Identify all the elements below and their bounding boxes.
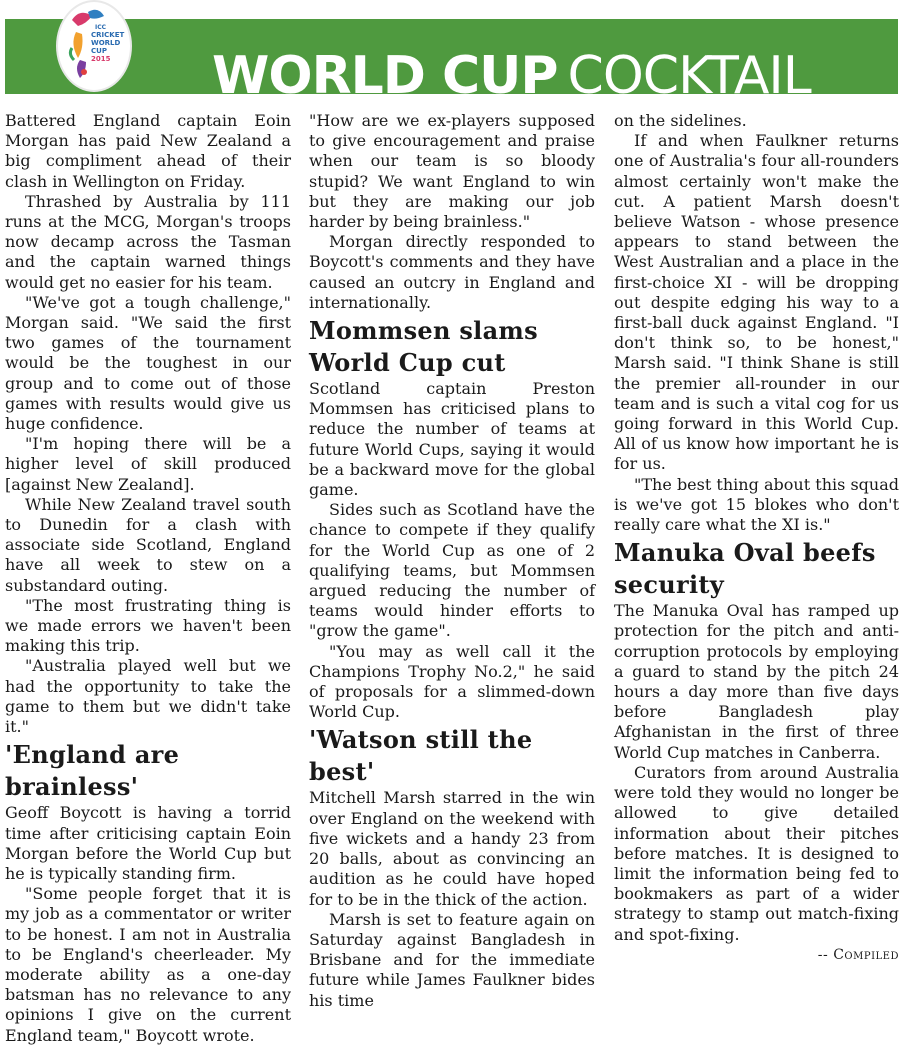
article-paragraph: "The most frustrating thing is we made errors we haven't been making this trip. xyxy=(5,595,291,656)
article-paragraph: Scotland captain Preston Mommsen has criticised plans to reduce the number of teams at future World Cups, saying it would be a backward move for the global game. xyxy=(309,379,595,500)
logo-text-icc: ICC xyxy=(95,24,107,31)
article-paragraph: The Manuka Oval has ramped up protection for the pitch and anti-corruption protocols by employing a guard to stand by the pitch 24 hours a day more than five days before Bangladesh play Afghanistan in the first of three World Cup matches in Canberra. xyxy=(614,601,899,762)
article-paragraph: on the sidelines. xyxy=(614,111,747,130)
section-heading: 'Watson still the best' xyxy=(309,725,533,787)
article-paragraph: While New Zealand travel south to Dunedin for a clash with associate side Scotland, England have all week to stew on a substandard outing. xyxy=(5,494,291,595)
article-column-1 xyxy=(5,111,291,1046)
world-cup-logo xyxy=(56,0,132,92)
article-paragraph: "I'm hoping there will be a higher level of skill produced [against New Zealand]. xyxy=(5,434,291,494)
article-paragraph: Mitchell Marsh starred in the win over England on the weekend with five wickets and a handy 23 from 20 balls, about as convincing an audition as he could have hoped for to be in the thick of the action. xyxy=(309,788,595,909)
article-paragraph: "How are we ex-players supposed to give encouragement and praise when our team is so bloody stupid? We want England to win but they are making our job harder by being brainless." xyxy=(309,111,595,232)
article-paragraph: Sides such as Scotland have the chance to compete if they qualify for the World Cup as one of 2 qualifying teams, but Mommsen argued reducing the number of teams would hinder efforts to "grow the game". xyxy=(309,500,595,641)
title-light: COCKTAIL xyxy=(567,46,811,106)
article-paragraph: Geoff Boycott is having a torrid time after criticising captain Eoin Morgan before the World Cup but he is typically standing firm. xyxy=(5,803,291,883)
section-heading: 'England are brainless' xyxy=(5,740,180,802)
article-paragraph: Morgan directly responded to Boycott's comments and they have caused an outcry in England and internationally. xyxy=(309,232,595,312)
article-paragraph: "Australia played well but we had the opportunity to take the game to them but we didn't take it." xyxy=(5,656,291,737)
article-paragraph: Marsh is set to feature again on Saturday against Bangladesh in Brisbane and for the immediate future while James Faulkner bides his time xyxy=(309,909,595,1010)
article-paragraph: If and when Faulkner returns one of Australia's four all-rounders almost certainly won't make the cut. A patient Marsh doesn't believe Watson - whose presence appears to stand between the West Australian and a place in the first-choice XI - will be dropping out despite edging his way to a first-ball duck against England. "I don't think so, to be honest," Marsh said. "I think Shane is still the premier all-rounder in our team and is such a vital cog for us going forward in this World Cup. All of us know how important he is for us. xyxy=(614,131,899,474)
article-paragraph: "We've got a tough challenge," Morgan said. "We said the first two games of the tournament would be the toughest in our group and to come out of those games with results would give us huge confidence. xyxy=(5,292,291,434)
logo-text-cricket: CRICKET xyxy=(91,31,125,39)
cricket-logo-icon xyxy=(58,2,130,90)
section-heading: Manuka Oval beefs security xyxy=(614,538,876,600)
logo-text-year: 2015 xyxy=(91,55,111,63)
byline-credit: -- Compiled xyxy=(817,946,899,963)
article-paragraph: "You may as well call it the Champions Trophy No.2," he said of proposals for a slimmed-down World Cup. xyxy=(309,641,595,722)
logo-text-cup: CUP xyxy=(91,47,107,55)
article-paragraph: Thrashed by Australia by 111 runs at the MCG, Morgan's troops now decamp across the Tasman and the captain warned things would get no easier for his team. xyxy=(5,191,291,292)
page-title xyxy=(212,43,811,109)
article-column-3 xyxy=(614,111,899,965)
article-paragraph: Battered England captain Eoin Morgan has paid New Zealand a big compliment ahead of their clash in Wellington on Friday. xyxy=(5,111,291,191)
title-bold: WORLD CUP xyxy=(212,46,558,106)
article-paragraph: Curators from around Australia were told they would no longer be allowed to give detailed information about their pitches before matches. It is designed to limit the information being fed to bookmakers as part of a wider strategy to stamp out match-fixing and spot-fixing. xyxy=(614,762,899,944)
article-column-2 xyxy=(309,111,595,1011)
section-heading: Mommsen slams World Cup cut xyxy=(309,316,538,378)
article-paragraph: "The best thing about this squad is we've got 15 blokes who don't really care what the XI is." xyxy=(614,474,899,535)
banner xyxy=(5,19,898,106)
article-paragraph: "Some people forget that it is my job as a commentator or writer to be honest. I am not in Australia to be England's cheerleader. My moderate ability as a one-day batsman has no relevance to any opinions I give on the current England team," Boycott wrote. xyxy=(5,884,291,1045)
logo-text-world: WORLD xyxy=(91,39,121,47)
